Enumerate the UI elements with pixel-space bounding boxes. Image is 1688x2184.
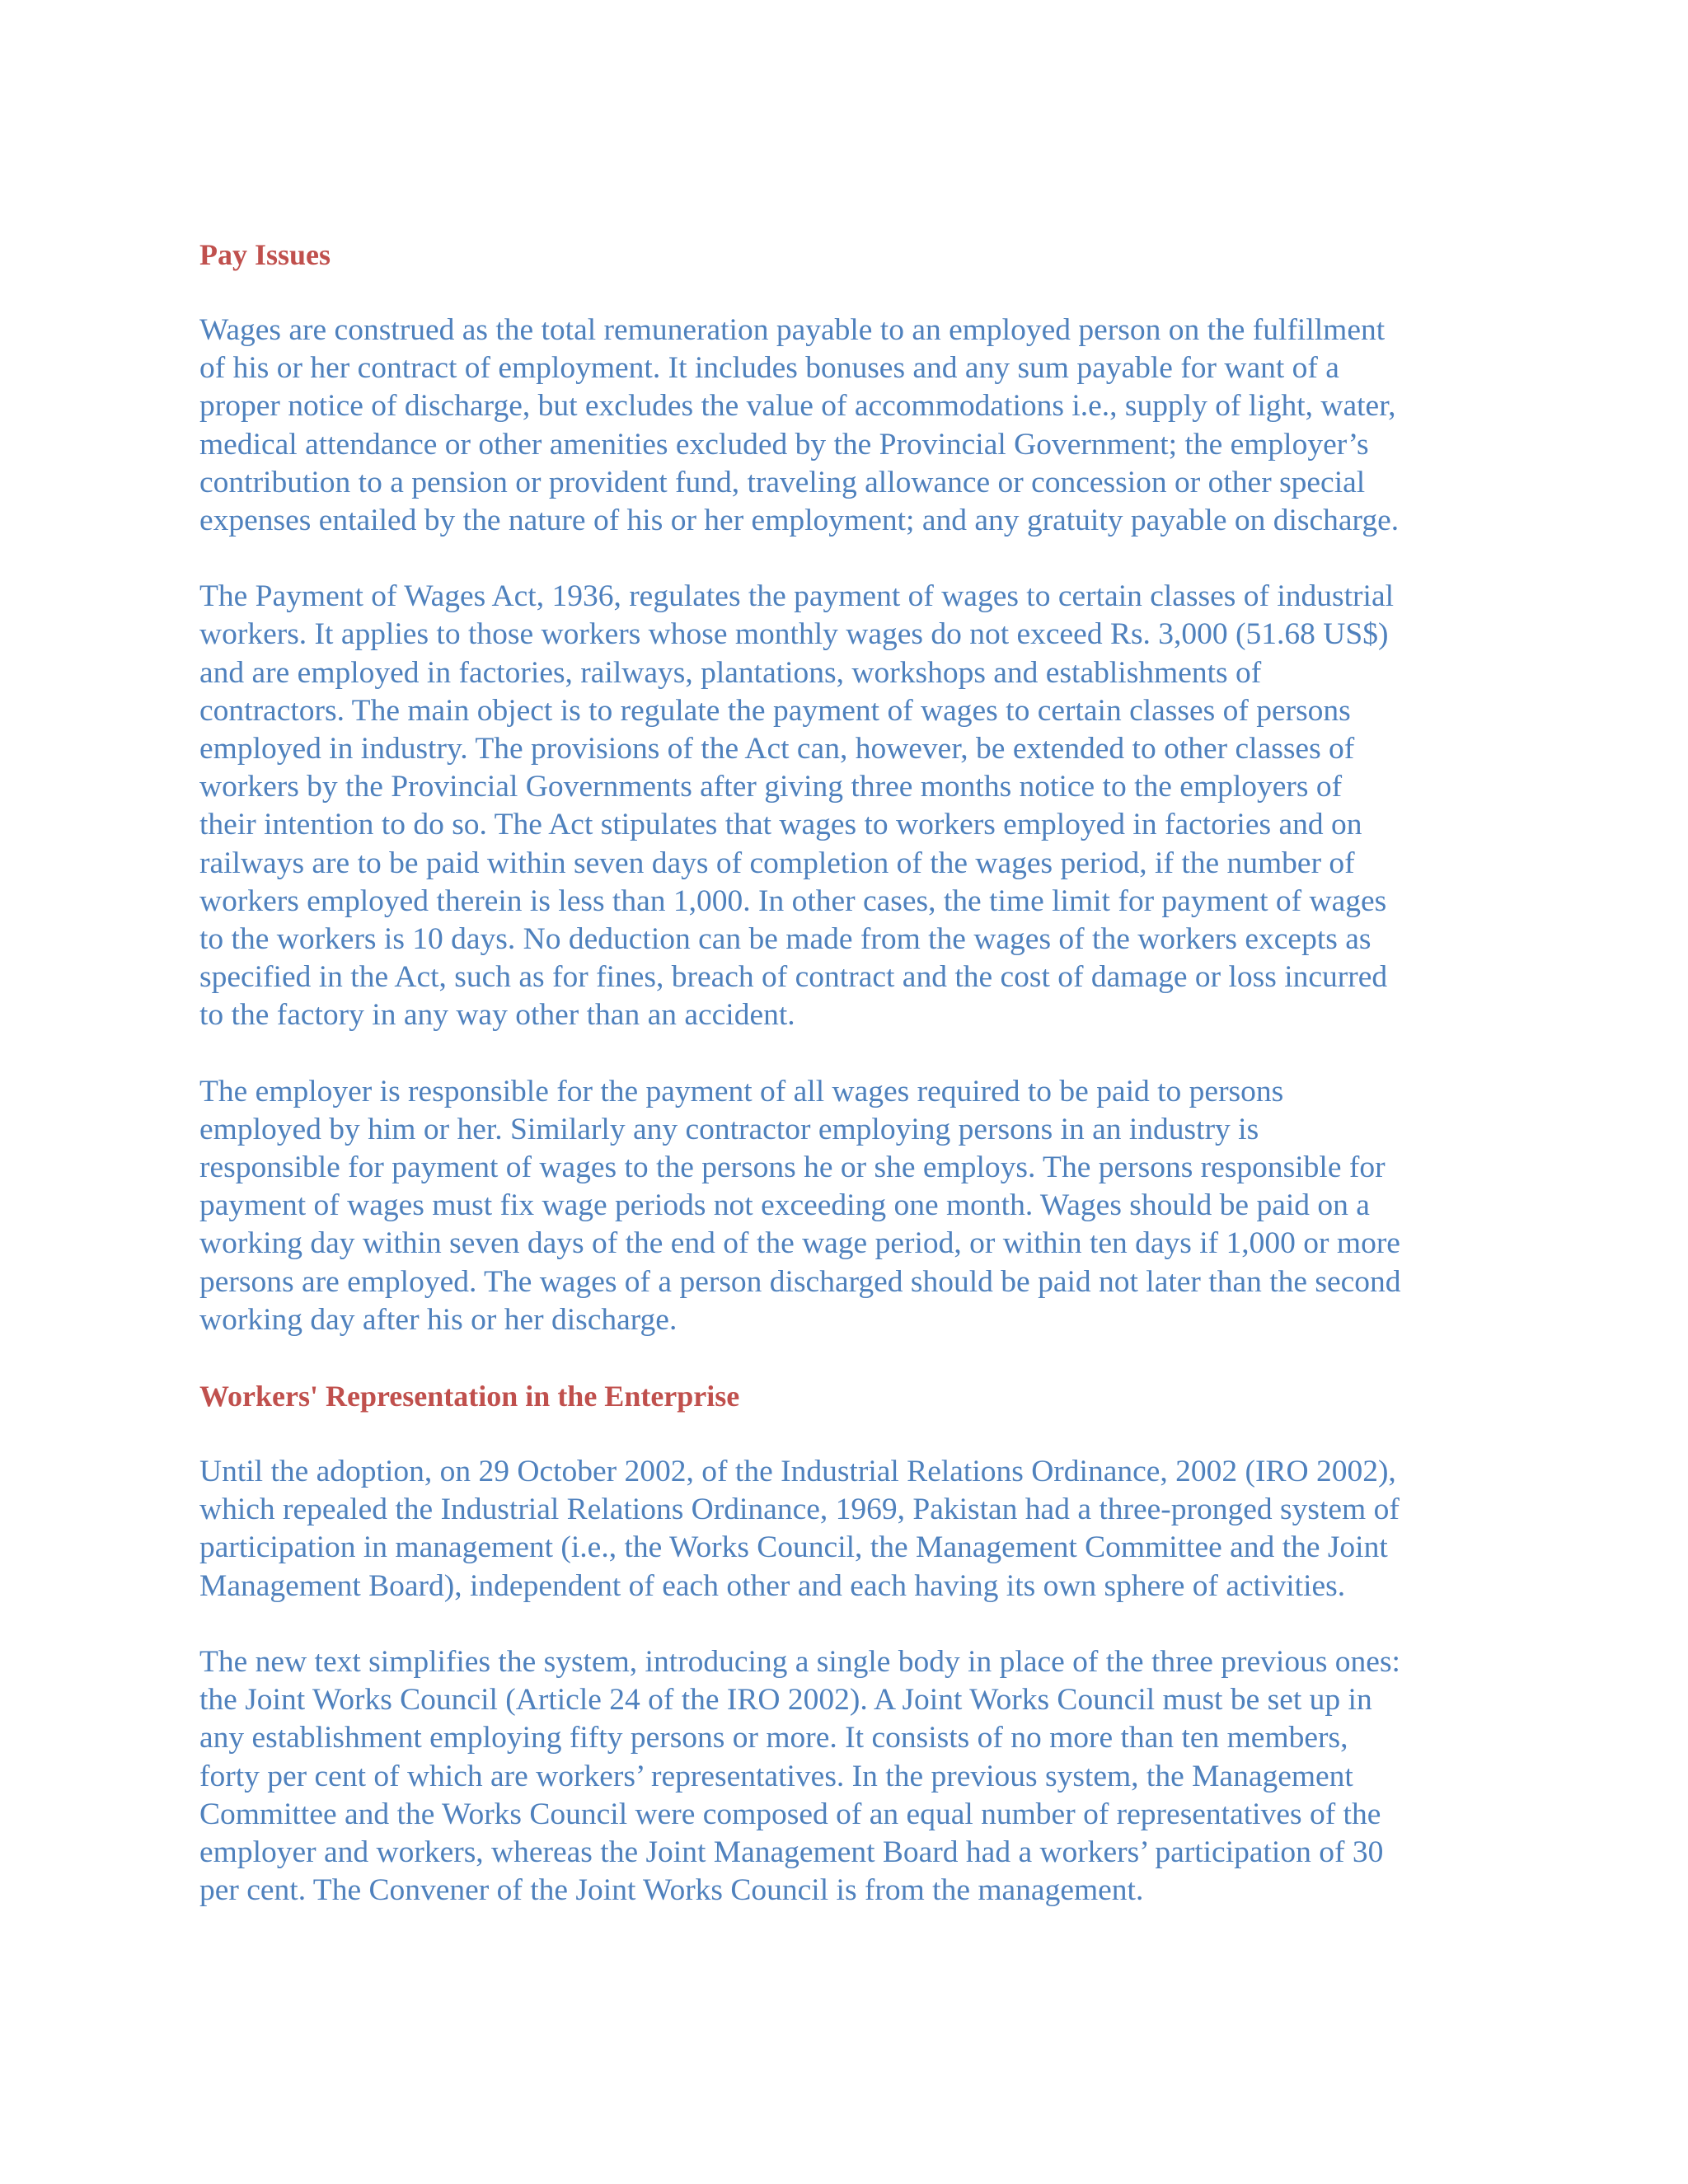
text-line: employed in industry. The provisions of the Act can, however, be extended to other classes of bbox=[199, 732, 1355, 766]
text-line: to the workers is 10 days. No deduction can be made from the wages of the workers excepts as bbox=[199, 922, 1372, 957]
section-heading-pay-issues: Pay Issues bbox=[199, 238, 331, 271]
text-line: employed by him or her. Similarly any contractor employing persons in an industry is bbox=[199, 1112, 1259, 1146]
text-line: medical attendance or other amenities excluded by the Provincial Government; the employer’s bbox=[199, 427, 1369, 462]
paragraph-payment-of-wages-act bbox=[199, 578, 1510, 1034]
section-heading-workers-representation: Workers' Representation in the Enterprise bbox=[199, 1380, 740, 1413]
text-line: The employer is responsible for the payment of all wages required to be paid to persons bbox=[199, 1074, 1284, 1108]
text-line: payment of wages must fix wage periods not exceeding one month. Wages should be paid on a bbox=[199, 1188, 1370, 1223]
paragraph-wages-definition bbox=[199, 312, 1510, 540]
text-line: contribution to a pension or provident fund, traveling allowance or concession or other special bbox=[199, 465, 1366, 499]
text-line: Wages are construed as the total remuneration payable to an employed person on the fulfillment bbox=[199, 313, 1386, 347]
paragraph-employer-responsibility bbox=[199, 1073, 1510, 1339]
text-line: employer and workers, whereas the Joint Management Board had a workers’ participation of 30 bbox=[199, 1835, 1384, 1869]
text-line: The Payment of Wages Act, 1936, regulates the payment of wages to certain classes of industrial bbox=[199, 579, 1395, 614]
text-line: participation in management (i.e., the Works Council, the Management Committee and the Joint bbox=[199, 1530, 1388, 1565]
text-line: of his or her contract of employment. It includes bonuses and any sum payable for want of a bbox=[199, 351, 1339, 386]
text-line: Management Board), independent of each other and each having its own sphere of activities. bbox=[199, 1568, 1346, 1603]
document-body bbox=[199, 236, 1510, 1947]
text-line: contractors. The main object is to regulate the payment of wages to certain classes of persons bbox=[199, 693, 1351, 728]
text-line: specified in the Act, such as for fines, breach of contract and the cost of damage or loss incurred bbox=[199, 960, 1388, 995]
text-line: proper notice of discharge, but excludes the value of accommodations i.e., supply of light, water, bbox=[199, 389, 1396, 424]
text-line: working day within seven days of the end of the wage period, or within ten days if 1,000 or more bbox=[199, 1226, 1400, 1261]
text-line: working day after his or her discharge. bbox=[199, 1302, 678, 1337]
text-line: which repealed the Industrial Relations Ordinance, 1969, Pakistan had a three-pronged system of bbox=[199, 1493, 1400, 1527]
text-line: workers by the Provincial Governments after giving three months notice to the employers of bbox=[199, 770, 1343, 804]
text-line: persons are employed. The wages of a person discharged should be paid not later than the second bbox=[199, 1264, 1401, 1299]
text-line: responsible for payment of wages to the persons he or she employs. The persons responsible for bbox=[199, 1151, 1386, 1185]
text-line: Committee and the Works Council were composed of an equal number of representatives of the bbox=[199, 1797, 1381, 1831]
paragraph-joint-works-council bbox=[199, 1643, 1510, 1910]
paragraph-iro-2002-adoption bbox=[199, 1453, 1510, 1605]
text-line: per cent. The Convener of the Joint Works Council is from the management. bbox=[199, 1873, 1144, 1908]
text-line: forty per cent of which are workers’ representatives. In the previous system, the Management bbox=[199, 1759, 1353, 1793]
text-line: to the factory in any way other than an accident. bbox=[199, 998, 795, 1033]
text-line: Until the adoption, on 29 October 2002, of the Industrial Relations Ordinance, 2002 (IRO 2002), bbox=[199, 1455, 1396, 1489]
text-line: workers employed therein is less than 1,000. In other cases, the time limit for payment of wages bbox=[199, 883, 1387, 918]
text-line: railways are to be paid within seven days of completion of the wages period, if the number of bbox=[199, 846, 1355, 880]
text-line: and are employed in factories, railways, plantations, workshops and establishments of bbox=[199, 655, 1262, 690]
text-line: expenses entailed by the nature of his or her employment; and any gratuity payable on discharge. bbox=[199, 504, 1400, 538]
text-line: workers. It applies to those workers whose monthly wages do not exceed Rs. 3,000 (51.68 US$) bbox=[199, 617, 1389, 652]
text-line: the Joint Works Council (Article 24 of the IRO 2002). A Joint Works Council must be set up in bbox=[199, 1683, 1372, 1718]
text-line: The new text simplifies the system, introducing a single body in place of the three previous ones: bbox=[199, 1644, 1400, 1679]
text-line: any establishment employing fifty persons or more. It consists of no more than ten members, bbox=[199, 1721, 1348, 1755]
text-line: their intention to do so. The Act stipulates that wages to workers employed in factories and on bbox=[199, 808, 1362, 842]
